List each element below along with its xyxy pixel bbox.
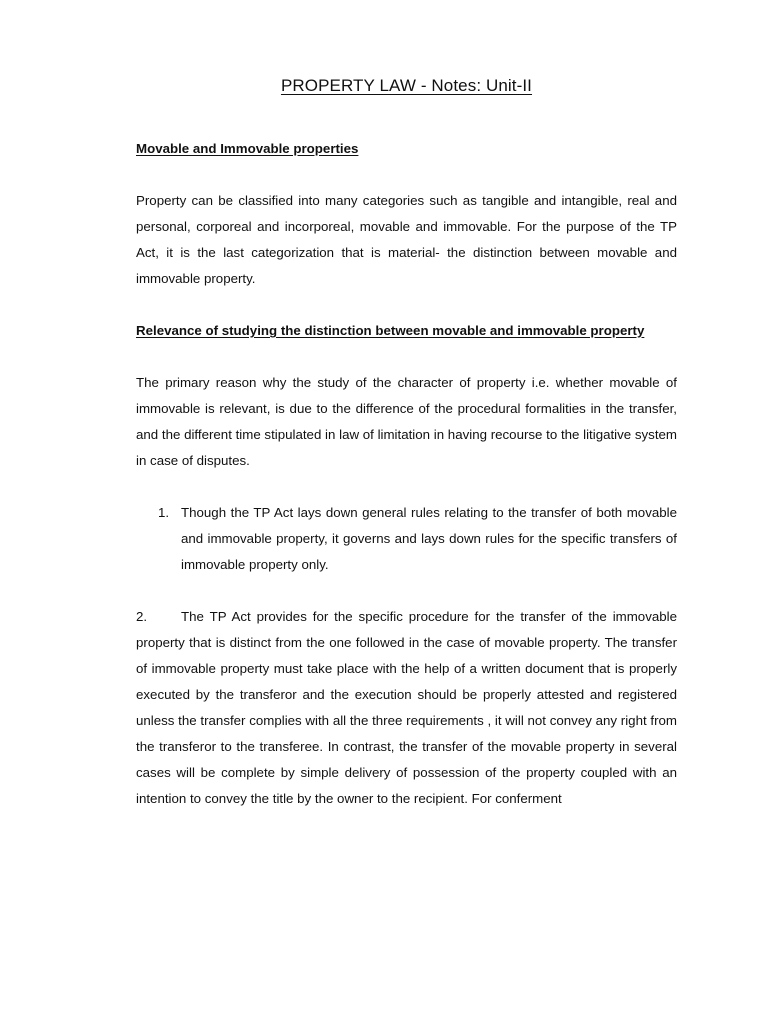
list-item-text: Though the TP Act lays down general rules relating to the transfer of both movable and immovable property, it governs and lays down rules for the specific transfers of immovable property only.: [181, 505, 677, 572]
document-content: [136, 74, 677, 812]
section-paragraph-primary-reason: The primary reason why the study of the character of property i.e. whether movable of immovable is relevant, is due to the difference of the procedural formalities in the transfer, and the different time stipulated in law of limitation in having recourse to the litigative system in case of disputes.: [136, 375, 677, 468]
section-heading-movable-immovable: Movable and Immovable properties: [136, 141, 359, 156]
section-heading-relevance: Relevance of studying the distinction between movable and immovable property: [136, 323, 645, 338]
list-item-1: [136, 500, 677, 578]
list-item-number: 1.: [158, 505, 170, 520]
section-paragraph-classification: Property can be classified into many categories such as tangible and intangible, real and personal, corporeal and incorporeal, movable and immovable. For the purpose of the TP Act, it is the last categorization that is material- the distinction between movable and immovable property.: [136, 193, 677, 286]
list-item-text: The TP Act provides for the specific procedure for the transfer of the immovable property that is distinct from the one followed in the case of movable property. The transfer of immovable property must take place with the help of a written document that is properly executed by the transferor and the execution should be properly attested and registered unless the transfer complies with all the three requirements , it will not convey any right from the transferor to the transferee. In contrast, the transfer of the movable property in several cases will be complete by simple delivery of possession of the property coupled with an intention to convey the title by the owner to the recipient. For conferment: [136, 609, 677, 806]
list-item-2: [136, 604, 677, 812]
page-title: PROPERTY LAW - Notes: Unit-II: [280, 76, 533, 95]
list-item-number: 2.: [136, 609, 148, 624]
